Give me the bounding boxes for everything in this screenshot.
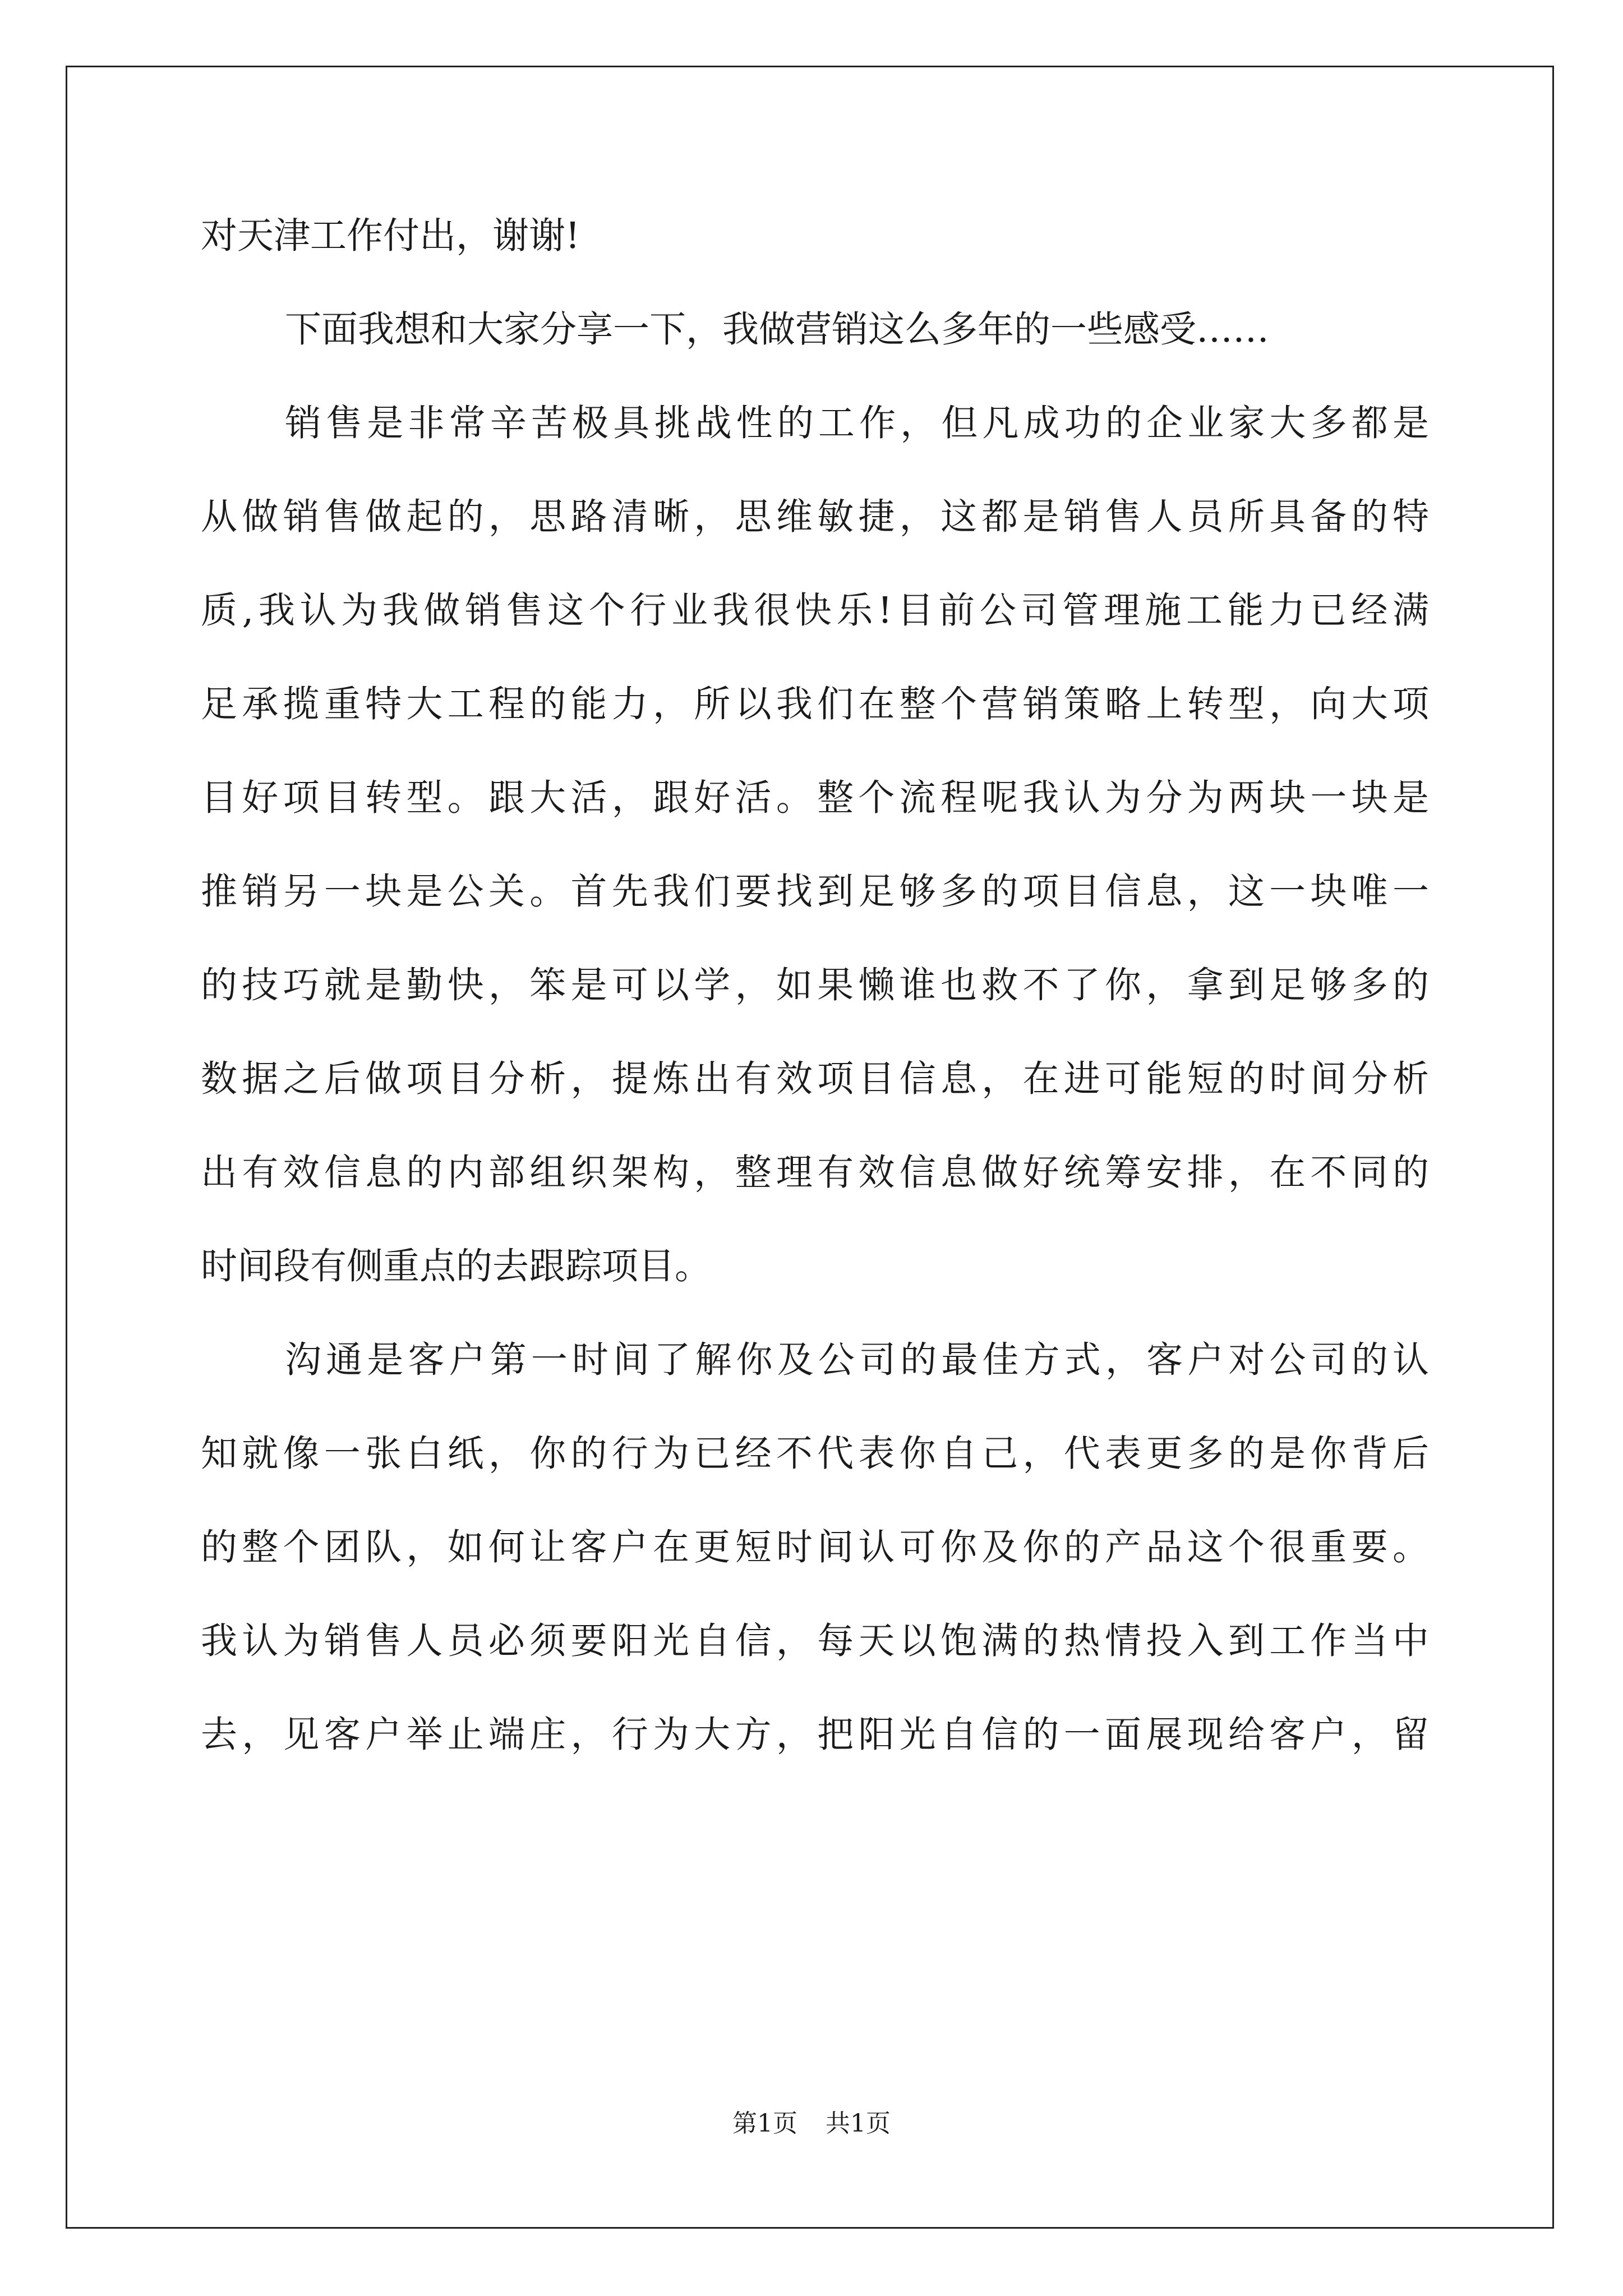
paragraph-line: 知就像一张白纸，你的行为已经不代表你自己，代表更多的是你背后 — [201, 1433, 1429, 1475]
paragraph-line: 的整个团队，如何让客户在更短时间认可你及你的产品这个很重要。 — [201, 1526, 1429, 1568]
paragraph-line: 从做销售做起的，思路清晰，思维敏捷，这都是销售人员所具备的特 — [201, 496, 1429, 538]
paragraph-line: 出有效信息的内部组织架构，整理有效信息做好统筹安排，在不同的 — [201, 1152, 1429, 1194]
paragraph-line: 推销另一块是公关。首先我们要找到足够多的项目信息，这一块唯一 — [201, 871, 1429, 913]
page-footer — [0, 2107, 1623, 2141]
paragraph-line: 去，见客户举止端庄，行为大方，把阳光自信的一面展现给客户，留 — [201, 1714, 1429, 1756]
paragraph-line: 我认为销售人员必须要阳光自信，每天以饱满的热情投入到工作当中 — [201, 1620, 1429, 1662]
page-number: 第1页 — [732, 2109, 797, 2138]
paragraph-line: 数据之后做项目分析，提炼出有效项目信息，在进可能短的时间分析 — [201, 1058, 1429, 1100]
paragraph-line: 沟通是客户第一时间了解你及公司的最佳方式，客户对公司的认 — [285, 1339, 1429, 1381]
paragraph-line: 时间段有侧重点的去跟踪项目。 — [201, 1245, 712, 1287]
paragraph-line: 下面我想和大家分享一下，我做营销这么多年的一些感受…… — [285, 309, 1270, 351]
paragraph-line: 销售是非常辛苦极具挑战性的工作，但凡成功的企业家大多都是 — [285, 402, 1429, 444]
paragraph-line: 足承揽重特大工程的能力，所以我们在整个营销策略上转型，向大项 — [201, 683, 1429, 725]
paragraph-line: 目好项目转型。跟大活，跟好活。整个流程呢我认为分为两块一块是 — [201, 777, 1429, 819]
page-total: 共1页 — [826, 2109, 891, 2138]
page-border — [66, 66, 1554, 2229]
paragraph-line: 质,我认为我做销售这个行业我很快乐!目前公司管理施工能力已经满 — [201, 590, 1429, 632]
paragraph-line: 的技巧就是勤快，笨是可以学，如果懒谁也救不了你，拿到足够多的 — [201, 964, 1429, 1006]
paragraph-line: 对天津工作付出，谢谢! — [201, 215, 580, 257]
